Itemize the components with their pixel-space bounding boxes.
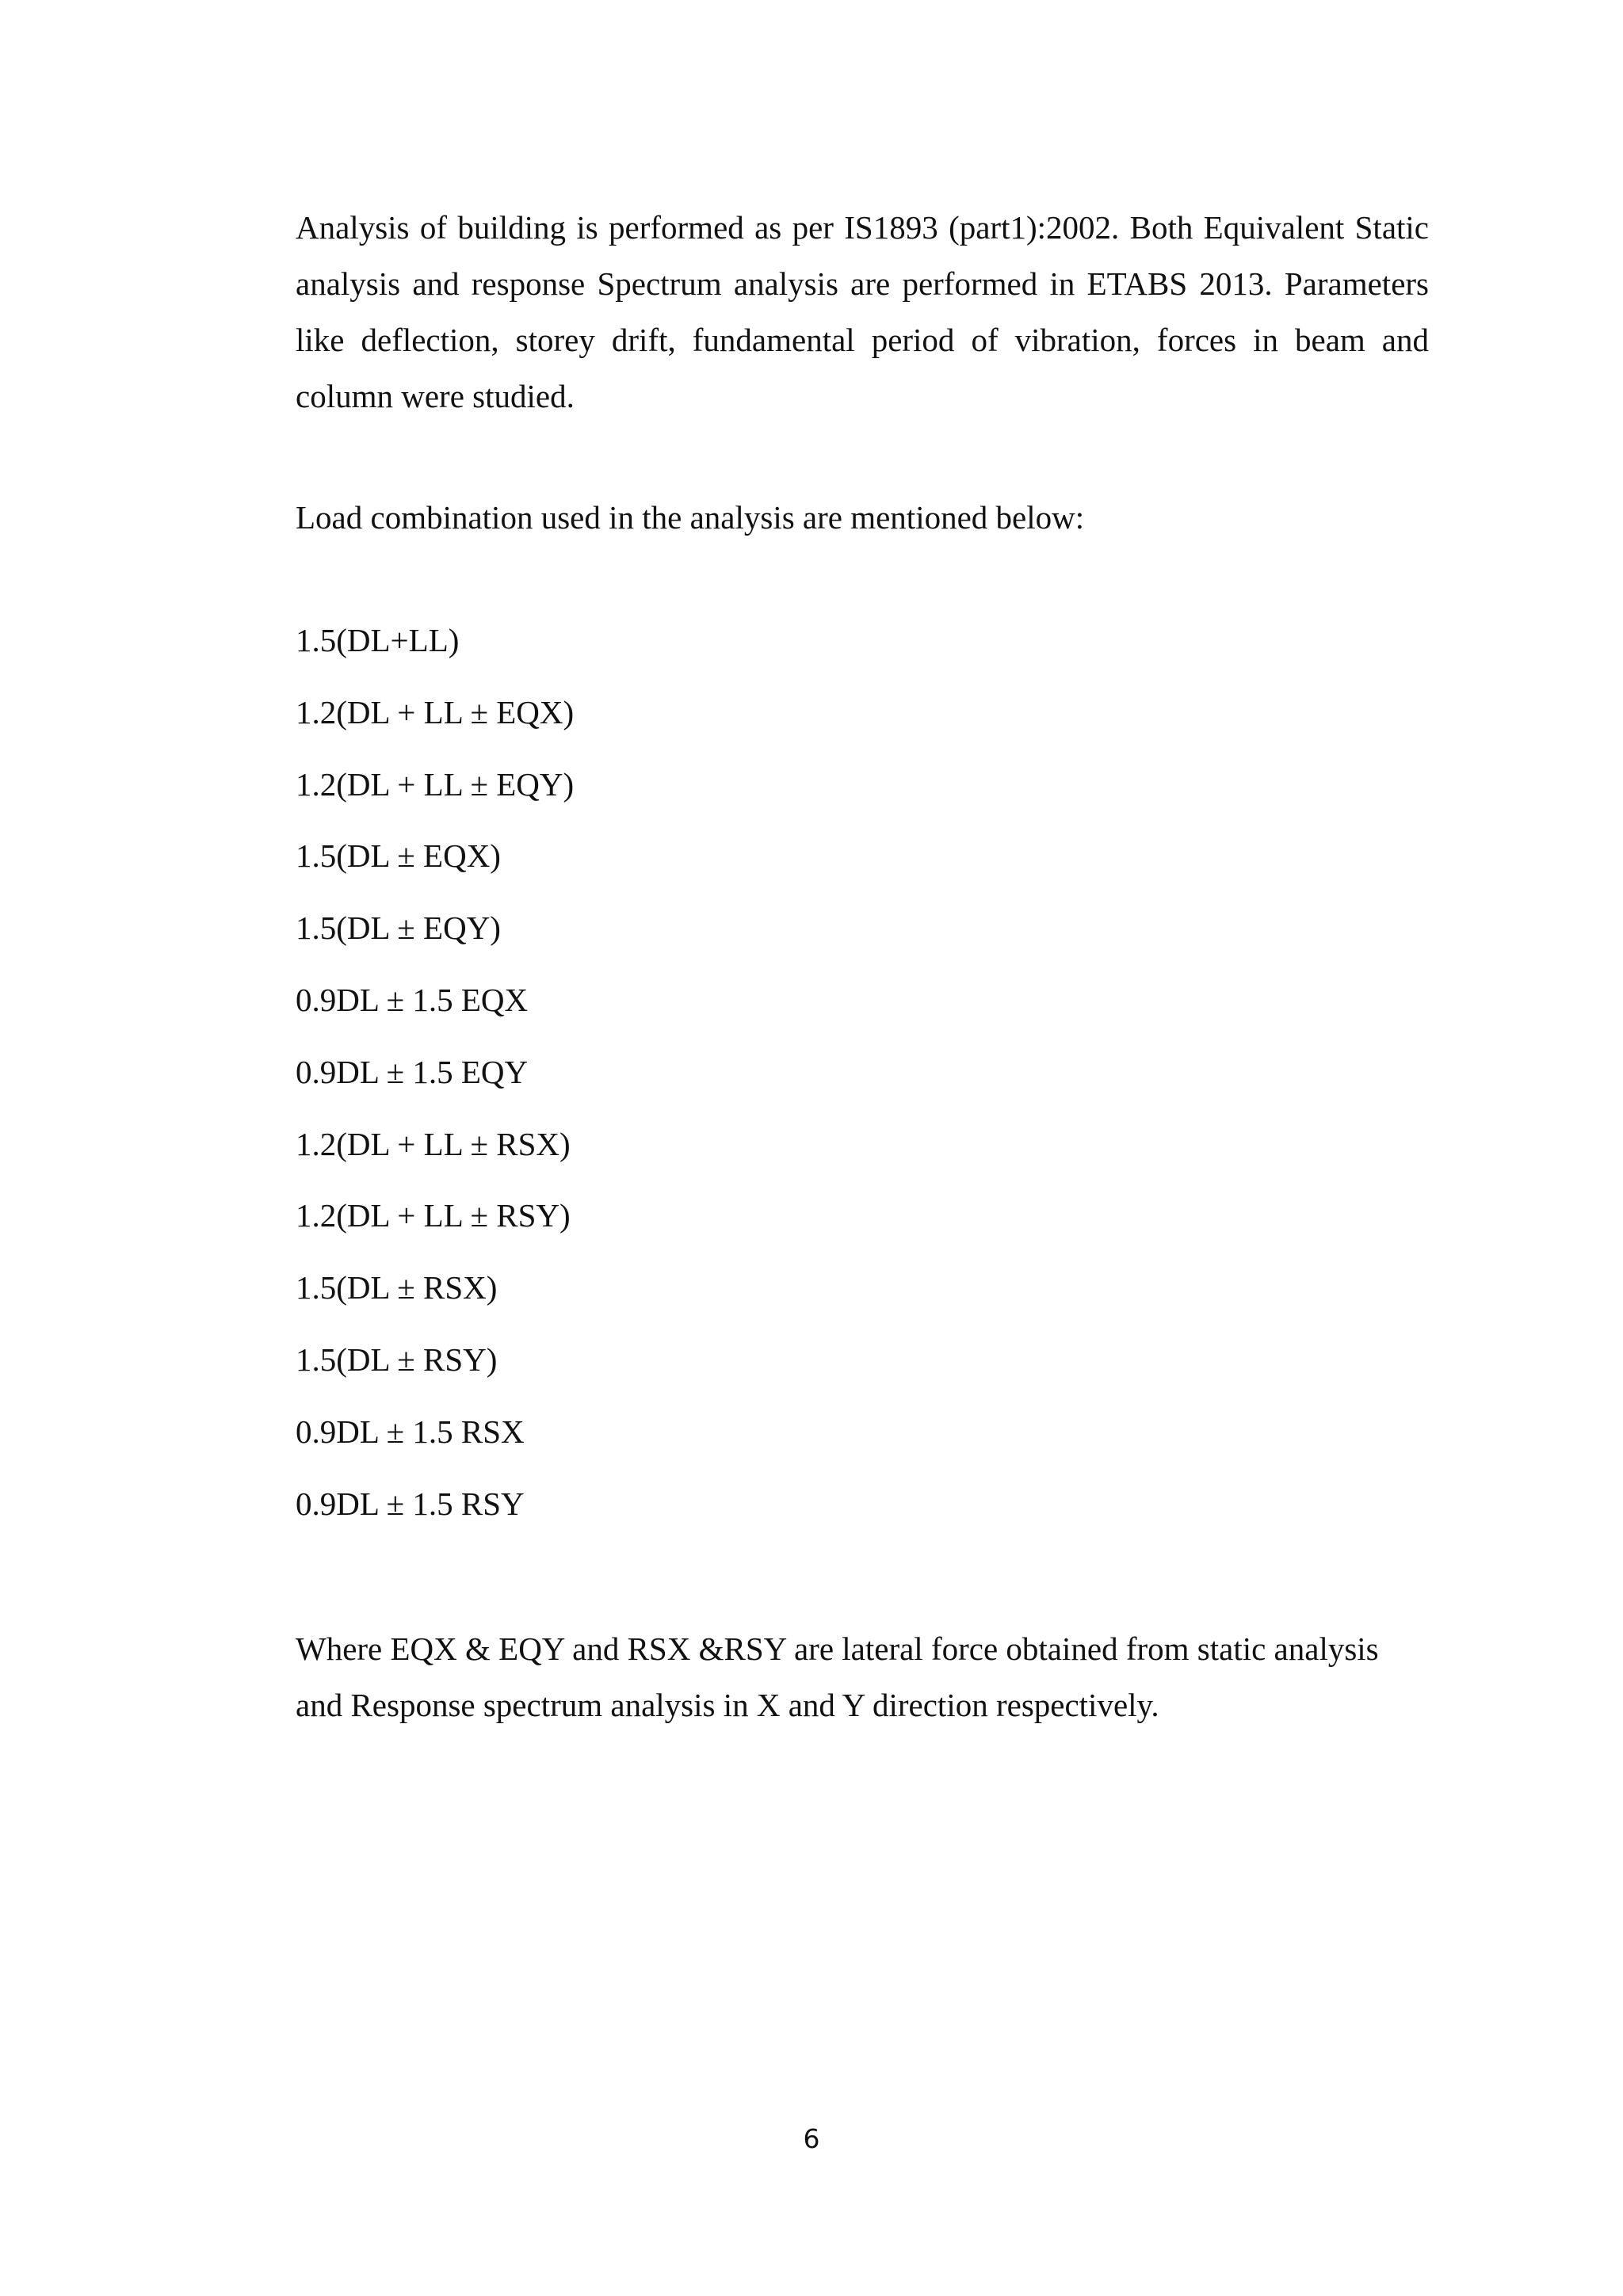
load-combination-item: 1.2(DL + LL ± RSY) (296, 1197, 571, 1234)
load-combination-item: 1.5(DL ± EQX) (296, 837, 501, 875)
load-combination-item: 1.5(DL ± RSY) (296, 1341, 498, 1378)
load-combination-item: 0.9DL ± 1.5 RSY (296, 1485, 525, 1522)
load-combination-item: 0.9DL ± 1.5 EQX (296, 981, 529, 1018)
load-combination-item: 1.5(DL ± RSX) (296, 1269, 498, 1306)
load-combination-item: 0.9DL ± 1.5 RSX (296, 1413, 525, 1450)
load-combination-item: 1.5(DL ± EQY) (296, 910, 501, 947)
closing-paragraph: Where EQX & EQY and RSX &RSY are lateral force obtained from static analysis and Response spectrum analysis in X and Y direction respectively. (296, 1630, 1379, 1723)
load-combination-item: 1.2(DL + LL ± RSX) (296, 1125, 571, 1162)
load-combination-list (296, 612, 574, 1547)
load-combination-item: 1.5(DL+LL) (296, 622, 460, 658)
load-combination-item: 0.9DL ± 1.5 EQY (296, 1053, 529, 1090)
load-combination-item: 1.2(DL + LL ± EQY) (296, 765, 575, 803)
load-combination-intro: Load combination used in the analysis are mentioned below: (296, 499, 1085, 536)
load-combination-item: 1.2(DL + LL ± EQX) (296, 693, 575, 730)
page-number: 6 (803, 2123, 820, 2154)
analysis-paragraph: Analysis of building is performed as per IS1893 (part1):2002. Both Equivalent Static analysis and response Spectrum analysis are performed in ETABS 2013. Parameters like deflection, storey drift, fundamental period of vibration, forces in beam and column were studied. (296, 209, 1429, 414)
